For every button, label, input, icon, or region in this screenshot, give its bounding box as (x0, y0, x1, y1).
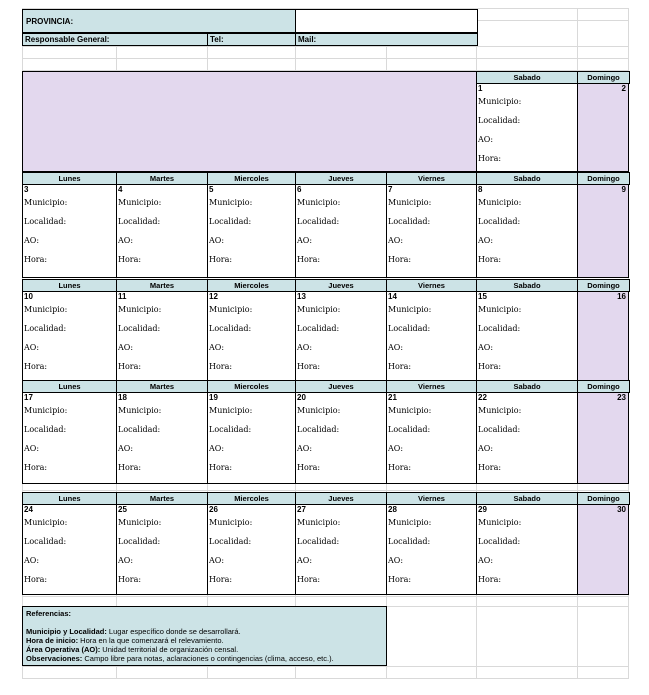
field-localidad: Localidad: (478, 116, 521, 125)
field-ao: AO: (118, 444, 134, 453)
referencias-title: Referencias: (26, 609, 72, 618)
day-header-jueves: Jueves (295, 172, 387, 185)
field-localidad: Localidad: (24, 217, 67, 226)
day-header-miercoles: Miercoles (207, 279, 296, 292)
field-hora: Hora: (297, 463, 321, 472)
day-number: 17 (24, 393, 33, 402)
day-header-miercoles: Miercoles (207, 380, 296, 393)
sunday-cell[interactable] (577, 392, 629, 484)
referencia-line (26, 636, 224, 645)
field-ao: AO: (297, 343, 313, 352)
field-localidad: Localidad: (118, 217, 161, 226)
day-cell[interactable] (295, 392, 387, 484)
field-hora: Hora: (478, 255, 502, 264)
day-cell[interactable] (207, 392, 296, 484)
day-number: 7 (388, 185, 393, 194)
day-number: 4 (118, 185, 123, 194)
field-ao: AO: (297, 556, 313, 565)
field-ao: AO: (388, 556, 404, 565)
field-municipio: Municipio: (478, 305, 522, 314)
field-hora: Hora: (24, 362, 48, 371)
day-cell[interactable] (295, 291, 387, 382)
day-header-jueves: Jueves (295, 279, 387, 292)
field-ao: AO: (118, 343, 134, 352)
field-municipio: Municipio: (24, 305, 68, 314)
field-hora: Hora: (24, 575, 48, 584)
field-hora: Hora: (297, 362, 321, 371)
day-number: 15 (478, 292, 487, 301)
field-ao: AO: (24, 556, 40, 565)
day-cell[interactable] (295, 184, 387, 278)
field-hora: Hora: (478, 575, 502, 584)
day-number: 24 (24, 505, 33, 514)
referencia-term: Área Operativa (AO): (26, 645, 101, 654)
day-header-martes: Martes (116, 492, 208, 505)
field-ao: AO: (209, 556, 225, 565)
field-hora: Hora: (388, 255, 412, 264)
field-localidad: Localidad: (118, 324, 161, 333)
day-number: 21 (388, 393, 397, 402)
field-municipio: Municipio: (118, 518, 162, 527)
field-localidad: Localidad: (478, 324, 521, 333)
day-cell[interactable] (386, 392, 477, 484)
field-localidad: Localidad: (24, 324, 67, 333)
day-number: 12 (209, 292, 218, 301)
referencia-term: Hora de inicio: (26, 636, 79, 645)
field-localidad: Localidad: (24, 425, 67, 434)
field-municipio: Municipio: (118, 305, 162, 314)
field-localidad: Localidad: (388, 425, 431, 434)
field-ao: AO: (478, 135, 494, 144)
day-cell[interactable] (22, 184, 117, 278)
day-number: 22 (478, 393, 487, 402)
field-municipio: Municipio: (118, 406, 162, 415)
provincia-value[interactable] (295, 9, 478, 33)
field-hora: Hora: (297, 255, 321, 264)
day-number: 6 (297, 185, 302, 194)
field-municipio: Municipio: (297, 518, 341, 527)
sunday-cell[interactable] (577, 184, 629, 278)
day-number: 8 (478, 185, 483, 194)
field-localidad: Localidad: (297, 537, 340, 546)
field-localidad: Localidad: (388, 324, 431, 333)
field-ao: AO: (118, 556, 134, 565)
day-header-sabado: Sabado (476, 492, 578, 505)
day-header-sabado: Sabado (476, 279, 578, 292)
field-hora: Hora: (209, 463, 233, 472)
field-hora: Hora: (388, 575, 412, 584)
referencia-desc: Campo libre para notas, aclaraciones o contingencias (clima, acceso, etc.). (82, 654, 334, 663)
day-cell[interactable] (116, 291, 208, 382)
field-ao: AO: (209, 444, 225, 453)
day-cell[interactable] (386, 184, 477, 278)
day-header-viernes: Viernes (386, 279, 477, 292)
referencia-desc: Hora en la que comenzará el relevamiento. (78, 636, 224, 645)
field-municipio: Municipio: (388, 518, 432, 527)
day-number: 18 (118, 393, 127, 402)
field-municipio: Municipio: (24, 406, 68, 415)
field-municipio: Municipio: (24, 518, 68, 527)
tel-label: Tel: (210, 35, 224, 44)
field-municipio: Municipio: (478, 97, 522, 106)
day-header-sabado: Sabado (476, 380, 578, 393)
day-header-jueves: Jueves (295, 380, 387, 393)
day-cell[interactable] (116, 392, 208, 484)
field-ao: AO: (388, 444, 404, 453)
day-number: 23 (617, 393, 626, 402)
day-header-sabado: Sabado (476, 71, 578, 84)
field-localidad: Localidad: (388, 537, 431, 546)
day-header-martes: Martes (116, 279, 208, 292)
field-ao: AO: (118, 236, 134, 245)
day-number: 19 (209, 393, 218, 402)
referencia-desc: Unidad territorial de organización censal. (100, 645, 239, 654)
day-cell[interactable] (295, 504, 387, 595)
provincia-field[interactable] (22, 9, 296, 33)
field-localidad: Localidad: (297, 217, 340, 226)
day-header-lunes: Lunes (22, 380, 117, 393)
field-localidad: Localidad: (209, 425, 252, 434)
field-localidad: Localidad: (478, 217, 521, 226)
field-localidad: Localidad: (118, 425, 161, 434)
day-number: 2 (621, 84, 626, 93)
day-cell[interactable] (207, 291, 296, 382)
field-localidad: Localidad: (209, 324, 252, 333)
field-hora: Hora: (118, 255, 142, 264)
day-cell[interactable] (476, 291, 578, 382)
field-municipio: Municipio: (209, 198, 253, 207)
day-number: 5 (209, 185, 214, 194)
field-hora: Hora: (118, 575, 142, 584)
field-localidad: Localidad: (24, 537, 67, 546)
field-localidad: Localidad: (209, 537, 252, 546)
field-ao: AO: (209, 236, 225, 245)
field-municipio: Municipio: (478, 518, 522, 527)
day-cell[interactable] (476, 184, 578, 278)
field-localidad: Localidad: (478, 537, 521, 546)
field-hora: Hora: (118, 362, 142, 371)
field-municipio: Municipio: (118, 198, 162, 207)
mail-label: Mail: (298, 35, 317, 44)
field-hora: Hora: (297, 575, 321, 584)
field-localidad: Localidad: (118, 537, 161, 546)
field-ao: AO: (478, 444, 494, 453)
day-header-miercoles: Miercoles (207, 172, 296, 185)
empty-days-block (22, 71, 477, 172)
field-ao: AO: (297, 236, 313, 245)
field-localidad: Localidad: (297, 425, 340, 434)
day-number: 25 (118, 505, 127, 514)
day-cell[interactable] (386, 291, 477, 382)
referencia-desc: Lugar específico donde se desarrollará. (106, 627, 241, 636)
field-ao: AO: (209, 343, 225, 352)
day-cell[interactable] (476, 392, 578, 484)
field-municipio: Municipio: (388, 198, 432, 207)
field-localidad: Localidad: (388, 217, 431, 226)
referencia-line (26, 627, 241, 636)
field-hora: Hora: (209, 255, 233, 264)
referencia-line (26, 645, 238, 654)
day-header-miercoles: Miercoles (207, 492, 296, 505)
day-number: 10 (24, 292, 33, 301)
field-hora: Hora: (478, 362, 502, 371)
field-municipio: Municipio: (297, 406, 341, 415)
day-cell[interactable] (22, 392, 117, 484)
field-municipio: Municipio: (478, 406, 522, 415)
day-header-viernes: Viernes (386, 380, 477, 393)
day-cell[interactable] (116, 504, 208, 595)
day-header-viernes: Viernes (386, 172, 477, 185)
sunday-cell[interactable] (577, 83, 629, 172)
day-number: 3 (24, 185, 29, 194)
field-ao: AO: (388, 343, 404, 352)
day-cell[interactable] (116, 184, 208, 278)
field-municipio: Municipio: (209, 305, 253, 314)
day-number: 27 (297, 505, 306, 514)
field-hora: Hora: (478, 463, 502, 472)
field-ao: AO: (24, 343, 40, 352)
day-number: 1 (478, 84, 483, 93)
field-localidad: Localidad: (297, 324, 340, 333)
field-ao: AO: (478, 343, 494, 352)
day-cell[interactable] (476, 504, 578, 595)
field-municipio: Municipio: (388, 406, 432, 415)
day-number: 13 (297, 292, 306, 301)
responsable-label: Responsable General: (25, 35, 110, 44)
field-municipio: Municipio: (297, 198, 341, 207)
day-header-martes: Martes (116, 172, 208, 185)
day-cell[interactable] (476, 83, 578, 172)
field-municipio: Municipio: (209, 406, 253, 415)
field-hora: Hora: (118, 463, 142, 472)
field-ao: AO: (478, 236, 494, 245)
field-ao: AO: (388, 236, 404, 245)
field-municipio: Municipio: (388, 305, 432, 314)
field-ao: AO: (297, 444, 313, 453)
day-cell[interactable] (22, 504, 117, 595)
day-header-jueves: Jueves (295, 492, 387, 505)
field-municipio: Municipio: (478, 198, 522, 207)
field-hora: Hora: (209, 575, 233, 584)
day-header-domingo: Domingo (577, 172, 630, 185)
day-header-domingo: Domingo (577, 71, 630, 84)
field-hora: Hora: (24, 463, 48, 472)
day-cell[interactable] (207, 504, 296, 595)
field-hora: Hora: (24, 255, 48, 264)
day-number: 26 (209, 505, 218, 514)
day-header-martes: Martes (116, 380, 208, 393)
referencia-line (26, 654, 334, 663)
referencia-term: Municipio y Localidad: (26, 627, 107, 636)
sunday-cell[interactable] (577, 504, 629, 595)
day-header-lunes: Lunes (22, 172, 117, 185)
day-cell[interactable] (386, 504, 477, 595)
field-hora: Hora: (478, 154, 502, 163)
field-localidad: Localidad: (209, 217, 252, 226)
day-header-domingo: Domingo (577, 380, 630, 393)
field-ao: AO: (24, 236, 40, 245)
day-number: 20 (297, 393, 306, 402)
day-number: 11 (118, 292, 127, 301)
referencia-term: Observaciones: (26, 654, 83, 663)
provincia-label: PROVINCIA: (26, 17, 74, 26)
day-cell[interactable] (22, 291, 117, 382)
day-number: 29 (478, 505, 487, 514)
referencias-box (22, 606, 387, 666)
day-header-domingo: Domingo (577, 492, 630, 505)
day-number: 14 (388, 292, 397, 301)
day-number: 9 (621, 185, 626, 194)
field-hora: Hora: (209, 362, 233, 371)
day-number: 16 (617, 292, 626, 301)
day-header-viernes: Viernes (386, 492, 477, 505)
day-header-sabado: Sabado (476, 172, 578, 185)
field-municipio: Municipio: (24, 198, 68, 207)
field-municipio: Municipio: (209, 518, 253, 527)
day-header-lunes: Lunes (22, 279, 117, 292)
day-number: 30 (617, 505, 626, 514)
field-ao: AO: (478, 556, 494, 565)
day-header-lunes: Lunes (22, 492, 117, 505)
field-localidad: Localidad: (478, 425, 521, 434)
field-ao: AO: (24, 444, 40, 453)
day-header-domingo: Domingo (577, 279, 630, 292)
field-hora: Hora: (388, 362, 412, 371)
field-municipio: Municipio: (297, 305, 341, 314)
sunday-cell[interactable] (577, 291, 629, 382)
day-number: 28 (388, 505, 397, 514)
day-cell[interactable] (207, 184, 296, 278)
field-hora: Hora: (388, 463, 412, 472)
